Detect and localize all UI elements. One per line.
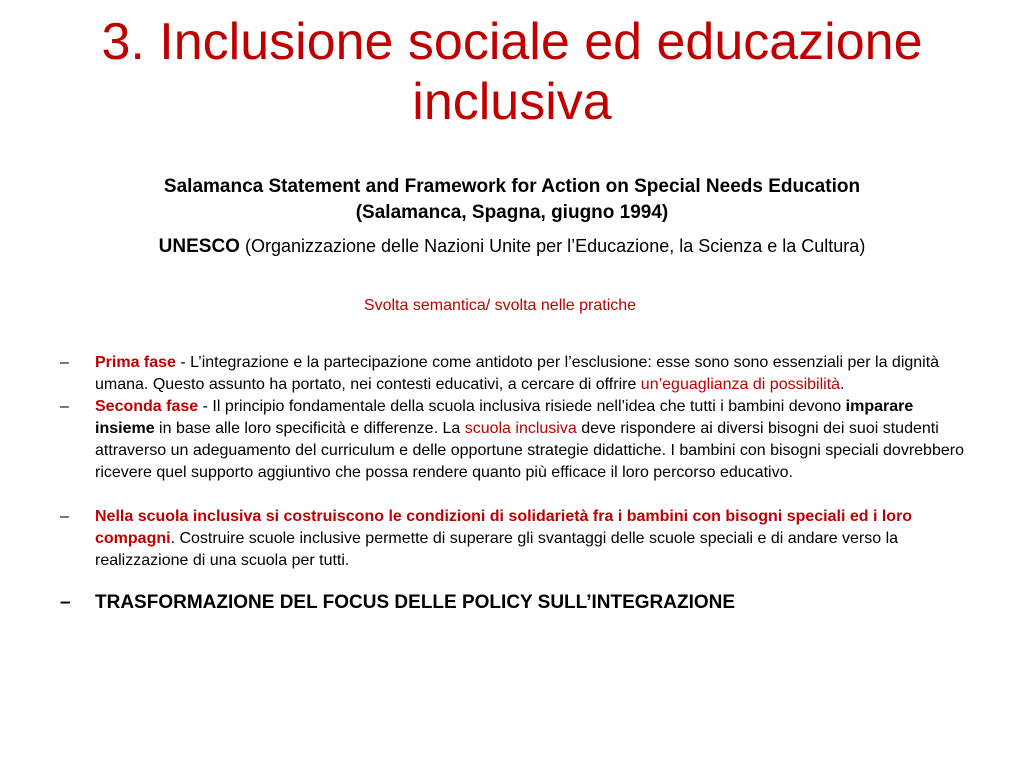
bullet-seconda-fase	[60, 396, 970, 484]
bullet-text: . Costruire scuole inclusive permette di superare gli svantaggi delle scuole speciali e di andare verso la realizzazione di una scuola per tutti.	[95, 530, 899, 569]
bullet-text-end: .	[840, 376, 845, 393]
unesco-expansion: (Organizzazione delle Nazioni Unite per l’Educazione, la Scienza e la Cultura)	[244, 236, 866, 256]
unesco-line	[0, 233, 1024, 260]
bullet-marker: –	[60, 592, 71, 613]
bullet-scuola-inclusiva	[60, 506, 970, 572]
bullet-prima-fase	[60, 352, 970, 396]
slide-title	[0, 12, 1024, 132]
bullet-highlight: un’eguaglianza di possibilità	[640, 376, 841, 393]
bullet-final-text: TRASFORMAZIONE DEL FOCUS DELLE POLICY SULL’INTEGRAZIONE	[95, 592, 736, 613]
bullet-text-end: deve rispondere ai diversi bisogni dei suoi studenti attraverso un adeguamento del curriculum e delle opportune strategie didattiche. I bambini con bisogni speciali dovrebbero ricevere quel supporto aggiuntivo che possa rendere quanto più efficace il loro percorso educativo.	[95, 420, 964, 481]
bullet-text: - L’integrazione e la partecipazione come antidoto per l’esclusione: esse sono sono essenziali per la dignità umana. Questo assunto ha portato, nei contesti educativi, a cercare di offrire	[95, 354, 940, 393]
bullet-highlight: scuola inclusiva	[464, 420, 577, 437]
svolta-heading: Svolta semantica/ svolta nelle pratiche	[363, 297, 637, 314]
bullet-head: Seconda fase	[95, 398, 199, 415]
subtitle-line1: Salamanca Statement and Framework for Action on Special Needs Education	[163, 176, 861, 197]
bullet-list	[60, 352, 970, 616]
bullet-head: Nella scuola inclusiva si costruiscono le condizioni di solidarietà fra i bambini con bisogni speciali ed i loro compagni	[95, 508, 913, 547]
bullet-marker: –	[60, 508, 69, 525]
subtitle-line2: (Salamanca, Spagna, giugno 1994)	[355, 202, 669, 223]
unesco-label: UNESCO	[158, 236, 240, 257]
bullet-marker: –	[60, 354, 69, 371]
slide-title-line1: 3. Inclusione sociale ed educazione	[101, 13, 923, 71]
salamanca-subtitle	[20, 174, 1004, 226]
bullet-trasformazione	[60, 590, 970, 616]
bullet-head: Prima fase	[95, 354, 176, 371]
bullet-bold: imparare insieme	[95, 398, 914, 437]
bullet-text: - Il principio fondamentale della scuola inclusiva risiede nell’idea che tutti i bambini devono	[198, 398, 846, 415]
bullet-marker: –	[60, 398, 69, 415]
bullet-text-mid: in base alle loro specificità e differenze. La	[154, 420, 465, 437]
slide-title-line2: inclusiva	[412, 73, 612, 131]
